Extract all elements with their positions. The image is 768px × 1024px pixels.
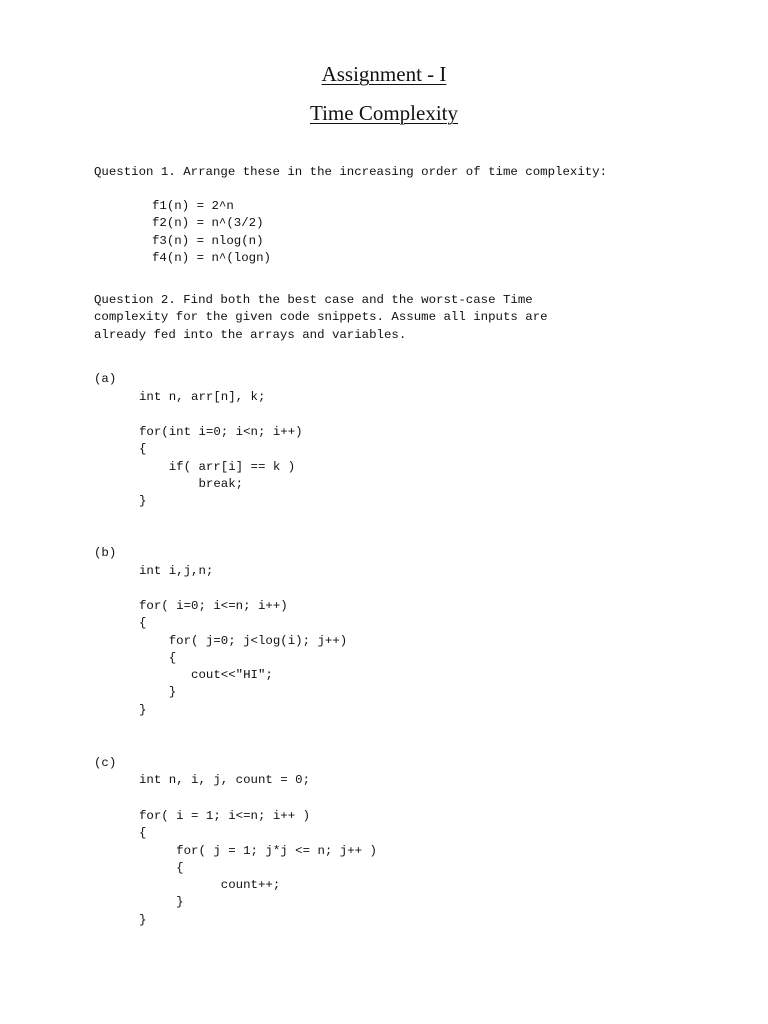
snippet-b-declaration: int i,j,n; xyxy=(139,564,214,578)
assignment-title: Assignment - I xyxy=(321,62,447,86)
snippet-a-declaration: int n, arr[n], k; xyxy=(139,390,266,404)
question-2-line: complexity for the given code snippets. Assume all inputs are xyxy=(94,310,548,325)
code-line: for( i = 1; i<=n; i++ ) xyxy=(139,809,311,823)
function-f1: f1(n) = 2^n xyxy=(152,199,234,213)
question-1-prompt: Question 1. Arrange these in the increasing order of time complexity: xyxy=(94,165,608,179)
code-line: } xyxy=(139,912,147,927)
snippet-a-code xyxy=(139,424,303,510)
code-line: { xyxy=(139,442,147,457)
code-line: for( i=0; i<=n; i++) xyxy=(139,599,288,613)
code-line: break; xyxy=(139,476,244,491)
question-2-line: already fed into the arrays and variables. xyxy=(94,327,407,342)
function-f3: f3(n) = nlog(n) xyxy=(152,233,264,248)
snippet-b-label: (b) xyxy=(94,546,117,560)
code-line: for( j = 1; j*j <= n; j++ ) xyxy=(139,843,377,858)
snippet-c-label: (c) xyxy=(94,756,117,770)
question-2-prompt xyxy=(94,292,548,344)
function-f2: f2(n) = n^(3/2) xyxy=(152,216,264,231)
question-1-function-list xyxy=(152,198,271,267)
question-2-line: Question 2. Find both the best case and the worst-case Time xyxy=(94,293,533,307)
snippet-c-code xyxy=(139,808,377,929)
code-line: cout<<"HI"; xyxy=(139,668,273,683)
snippet-c-declaration: int n, i, j, count = 0; xyxy=(139,773,311,787)
code-line: } xyxy=(139,494,147,509)
snippet-b-code xyxy=(139,598,347,719)
function-f4: f4(n) = n^(logn) xyxy=(152,250,271,265)
code-line: { xyxy=(139,650,177,665)
code-line: for( j=0; j<log(i); j++) xyxy=(139,633,348,648)
code-line: { xyxy=(139,826,147,841)
topic-title: Time Complexity xyxy=(310,101,458,125)
snippet-a-label: (a) xyxy=(94,372,117,386)
code-line: { xyxy=(139,860,184,875)
code-line: } xyxy=(139,685,177,700)
code-line: if( arr[i] == k ) xyxy=(139,459,296,474)
code-line: } xyxy=(139,895,184,910)
code-line: count++; xyxy=(139,878,281,893)
code-line: { xyxy=(139,616,147,631)
code-line: } xyxy=(139,702,147,717)
code-line: for(int i=0; i<n; i++) xyxy=(139,425,303,439)
